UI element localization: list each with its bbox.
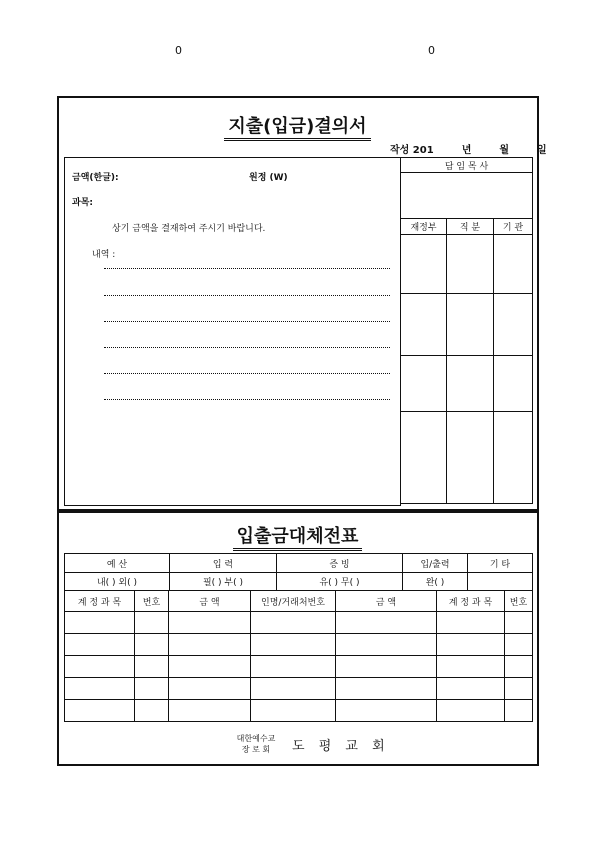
amount-label: 금액(한글): [72,173,119,183]
entry-cell[interactable] [437,700,505,722]
entry-cell[interactable] [251,700,336,722]
header-budget: 예 산 [65,554,170,573]
date-day: 일 [537,145,547,156]
entry-cell[interactable] [505,656,533,678]
header-input: 입 력 [170,554,277,573]
date-year: 년 [461,145,472,156]
entry-cell[interactable] [135,700,169,722]
page-number-left: 0 [175,44,182,57]
sign-cell[interactable] [494,356,533,412]
entry-cell[interactable] [251,612,336,634]
entry-cell[interactable] [437,634,505,656]
church-denomination [227,733,285,755]
entry-cell[interactable] [135,634,169,656]
col-account-2: 계 정 과 목 [437,591,505,612]
header-evidence: 증 빙 [277,554,403,573]
entry-cell[interactable] [505,634,533,656]
entry-cell[interactable] [135,678,169,700]
col-number-2: 번호 [505,591,533,612]
sign-cell[interactable] [401,294,447,356]
table-row [65,700,533,722]
io-options[interactable]: 완( ) [403,573,468,591]
detail-line [104,321,390,322]
entry-cell[interactable] [437,678,505,700]
table-row [65,612,533,634]
request-text: 상기 금액을 결재하여 주시기 바랍니다. [112,224,266,234]
approval-table [400,157,533,504]
entry-cell[interactable] [505,700,533,722]
budget-options[interactable]: 내( ) 외( ) [65,573,170,591]
date-prefix: 작성 201 [390,145,434,156]
sign-cell[interactable] [494,412,533,504]
entry-cell[interactable] [336,656,437,678]
sign-cell[interactable] [494,294,533,356]
sign-cell[interactable] [401,412,447,504]
col-amount-2: 금 액 [336,591,437,612]
account-label: 과목: [72,198,93,208]
entry-cell[interactable] [437,656,505,678]
col-name: 인명/거래처번호 [251,591,336,612]
page-number-right: 0 [428,44,435,57]
sign-cell[interactable] [447,412,494,504]
voucher-entries-table [64,590,533,722]
other-cell[interactable] [468,573,533,591]
entry-cell[interactable] [135,656,169,678]
date-row [390,141,561,156]
entry-cell[interactable] [169,700,251,722]
sign-cell[interactable] [447,235,494,294]
sign-cell[interactable] [401,235,447,294]
col-number: 번호 [135,591,169,612]
detail-line [104,295,390,296]
entry-cell[interactable] [336,700,437,722]
header-other: 기 타 [468,554,533,573]
input-options[interactable]: 필( ) 부( ) [170,573,277,591]
entry-cell[interactable] [135,612,169,634]
header-io: 입/출력 [403,554,468,573]
voucher-header-table [64,553,533,591]
entry-cell[interactable] [169,656,251,678]
approval-role: 직 분 [447,219,494,235]
entry-cell[interactable] [251,678,336,700]
entry-cell[interactable] [505,612,533,634]
assembly-text: 장 로 회 [241,745,271,754]
entry-cell[interactable] [336,678,437,700]
entry-cell[interactable] [251,656,336,678]
entry-cell[interactable] [65,700,135,722]
col-amount: 금 액 [169,591,251,612]
church-name: 도 평 교 회 [292,739,390,754]
entry-cell[interactable] [251,634,336,656]
expense-title: 지출(입금)결의서 [0,112,595,138]
entry-cell[interactable] [437,612,505,634]
sign-cell[interactable] [447,356,494,412]
entry-cell[interactable] [505,678,533,700]
col-account: 계 정 과 목 [65,591,135,612]
entry-cell[interactable] [169,612,251,634]
approval-role: 재정부 [401,219,447,235]
amount-unit: 원정 (W) [249,173,288,183]
entry-cell[interactable] [65,656,135,678]
sign-cell[interactable] [494,235,533,294]
entry-cell[interactable] [65,678,135,700]
entry-cell[interactable] [336,612,437,634]
entry-cell[interactable] [169,634,251,656]
table-row [65,634,533,656]
content-box [64,157,401,506]
approval-role: 기 관 [494,219,533,235]
date-month: 월 [499,145,510,156]
details-label: 내역 : [92,250,116,260]
detail-line [104,373,390,374]
entry-cell[interactable] [65,612,135,634]
detail-line [104,268,390,269]
approval-header: 담 임 목 사 [401,158,533,173]
entry-cell[interactable] [336,634,437,656]
sign-cell[interactable] [401,356,447,412]
section-divider [57,509,539,513]
detail-line [104,347,390,348]
table-row [65,678,533,700]
sign-cell[interactable] [447,294,494,356]
detail-line [104,399,390,400]
entry-cell[interactable] [65,634,135,656]
table-row [65,656,533,678]
voucher-title: 입출금대체전표 [0,522,595,548]
pastor-sign-cell[interactable] [401,173,533,219]
evidence-options[interactable]: 유( ) 무( ) [277,573,403,591]
denomination-text: 대한예수교 [236,734,276,743]
entry-cell[interactable] [169,678,251,700]
